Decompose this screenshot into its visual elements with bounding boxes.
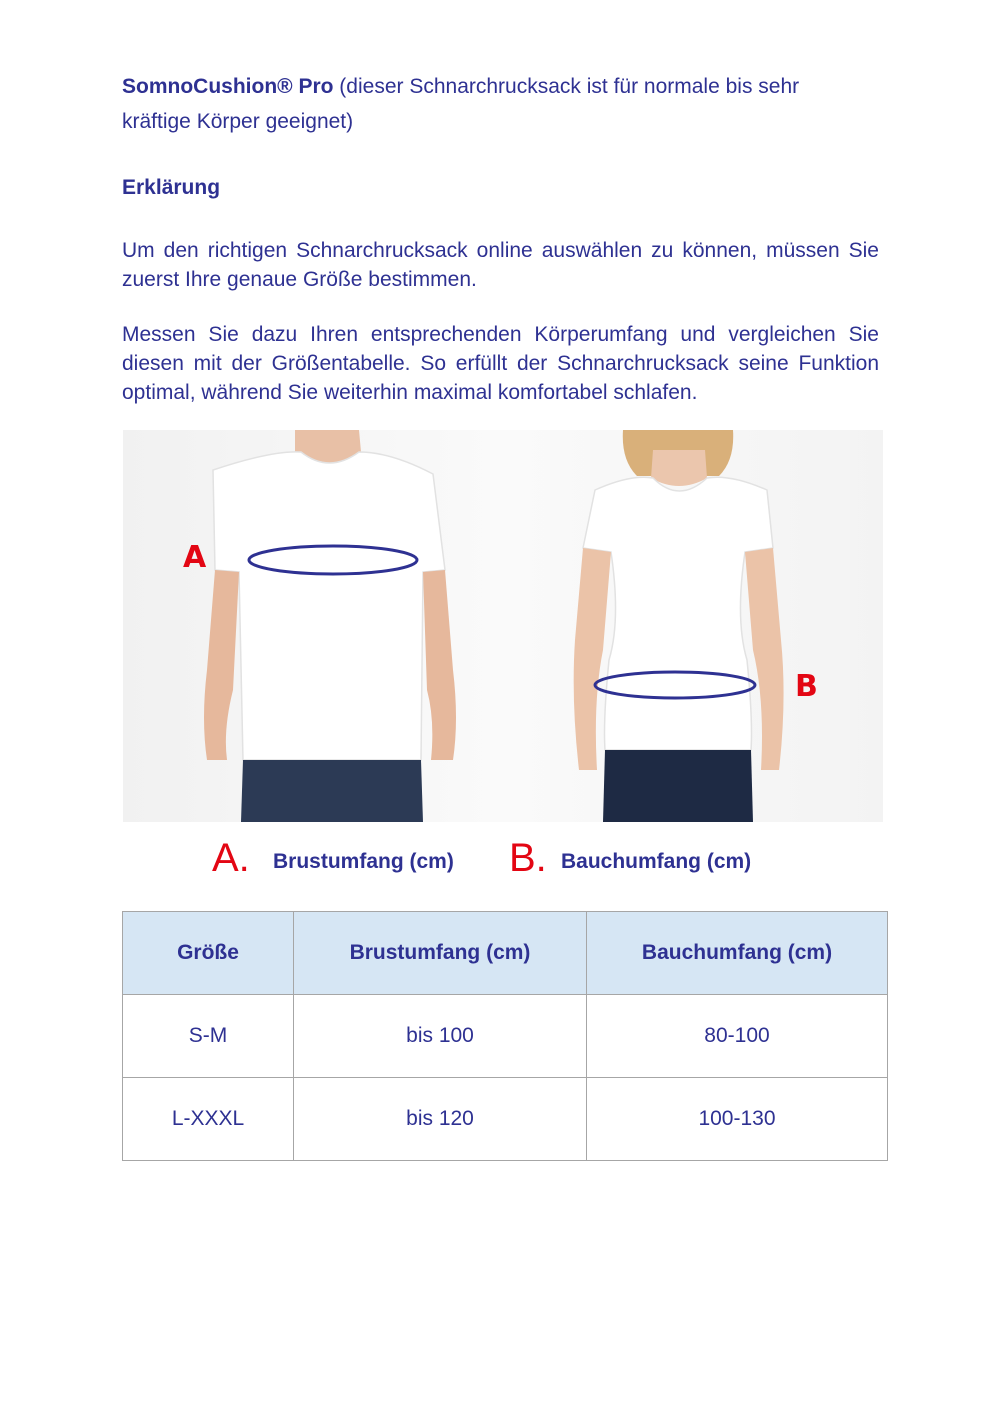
header-size: Größe <box>123 912 294 995</box>
table-header-row <box>123 912 888 995</box>
woman-neck <box>651 450 707 486</box>
paragraph-2: Messen Sie dazu Ihren entsprechenden Körperumfang und vergleichen Sie diesen mit der Größentabelle. So erfüllt der Schnarchrucksack seine Funktion optimal, während Sie weiterhin maximal komfortabel schlafen. <box>122 323 879 404</box>
cell-waist: 100-130 <box>587 1078 888 1161</box>
header-chest: Brustumfang (cm) <box>294 912 587 995</box>
man-jeans <box>241 760 423 822</box>
measurement-legend <box>0 830 1000 890</box>
section-heading: Erklärung <box>122 176 221 199</box>
legend-a-text: Brustumfang (cm) <box>273 850 454 873</box>
measurement-illustration <box>123 430 883 822</box>
cell-chest: bis 120 <box>294 1078 587 1161</box>
size-table <box>122 911 888 1161</box>
man-tshirt <box>213 452 445 760</box>
legend-b-text: Bauchumfang (cm) <box>561 850 752 873</box>
intro-line-1 <box>122 72 882 101</box>
measurement-photo <box>123 430 883 822</box>
marker-b: B <box>795 669 818 704</box>
legend-a-letter: A. <box>212 836 250 880</box>
cell-waist: 80-100 <box>587 995 888 1078</box>
table-row <box>123 995 888 1078</box>
legend-b-letter: B. <box>509 836 547 880</box>
cell-size: L-XXXL <box>123 1078 294 1161</box>
intro-line-2: kräftige Körper geeignet) <box>122 110 354 133</box>
table-row <box>123 1078 888 1161</box>
cell-chest: bis 100 <box>294 995 587 1078</box>
product-name: SomnoCushion® Pro <box>122 75 334 98</box>
cell-size: S-M <box>123 995 294 1078</box>
paragraph-1: Um den richtigen Schnarchrucksack online auswählen zu können, müssen Sie zuerst Ihre genaue Größe bestimmen. <box>122 239 879 291</box>
intro-line-1-rest: (dieser Schnarchrucksack ist für normale bis sehr <box>333 75 800 98</box>
header-waist: Bauchumfang (cm) <box>587 912 888 995</box>
woman-jeans <box>603 750 753 822</box>
marker-a: A <box>183 540 207 575</box>
